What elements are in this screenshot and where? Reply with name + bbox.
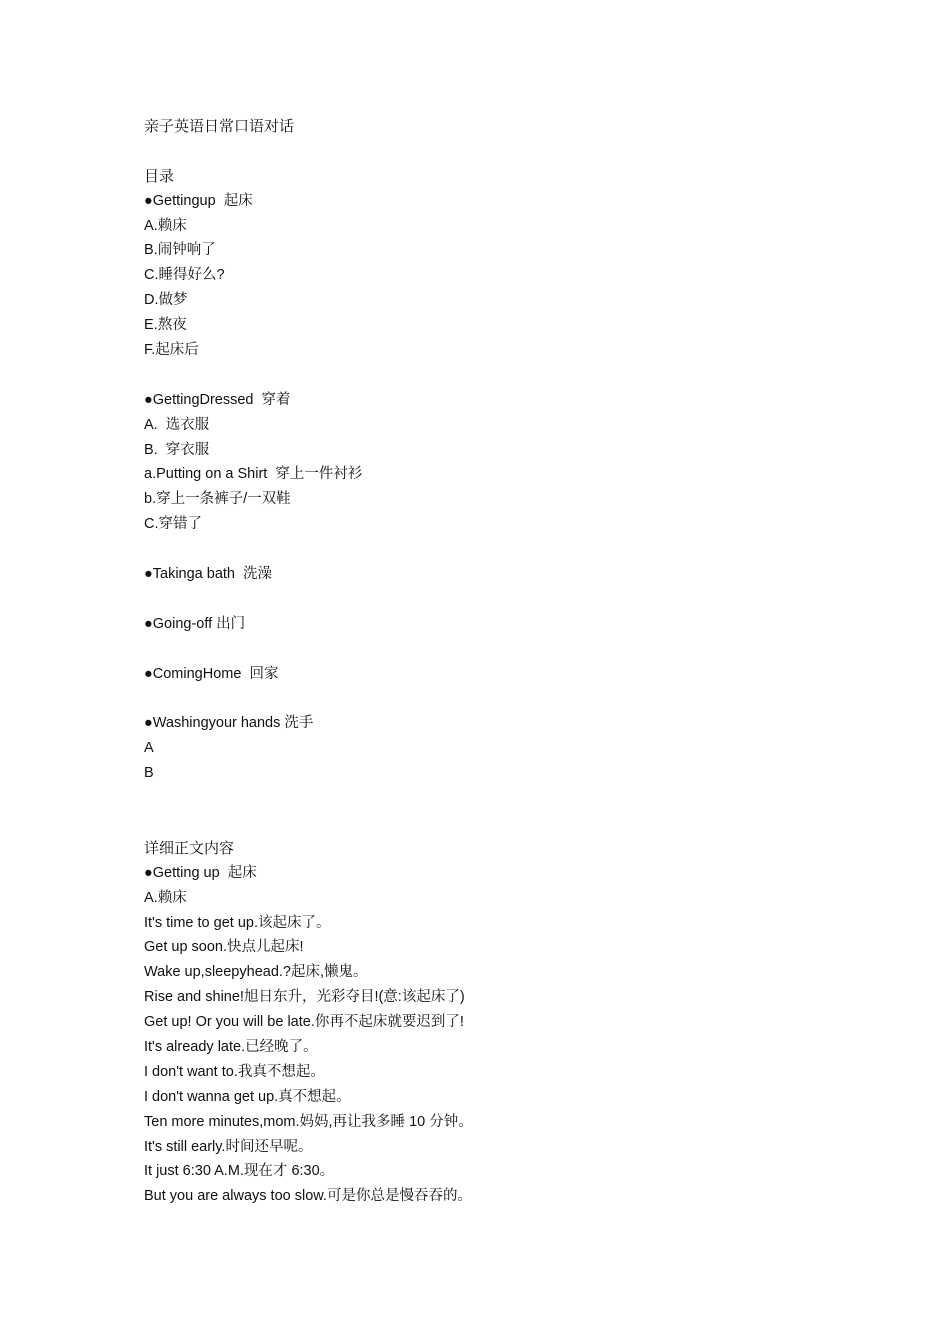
toc-section-heading: ●Gettingup 起床: [144, 192, 253, 209]
spacer: [144, 587, 864, 612]
dialogue-line: I don't want to.我真不想起。: [144, 1063, 325, 1080]
toc-section-heading: ●ComingHome 回家: [144, 665, 279, 682]
toc-section-heading: ●Going-off 出门: [144, 615, 246, 632]
spacer: [144, 637, 864, 662]
toc-item: D.做梦: [144, 292, 188, 309]
toc-item: B.闹钟响了: [144, 242, 216, 259]
body-heading: 详细正文内容: [144, 838, 235, 857]
dialogue-line: But you are always too slow.可是你总是慢吞吞的。: [144, 1188, 472, 1205]
dialogue-line: Rise and shine!旭日东升，光彩夺目!(意:该起床了): [144, 989, 465, 1006]
spacer: [144, 363, 864, 388]
toc-item: E.熬夜: [144, 317, 187, 334]
dialogue-line: It's still early.时间还早呢。: [144, 1138, 313, 1155]
toc-section-heading: ●Takinga bath 洗澡: [144, 566, 273, 583]
toc-item: A: [144, 740, 154, 757]
toc-heading: 目录: [144, 166, 175, 185]
toc-item: b.穿上一条裤子/一双鞋: [144, 491, 291, 508]
dialogue-line: It's time to get up.该起床了。: [144, 914, 331, 931]
dialogue-line: Get up soon.快点儿起床!: [144, 939, 304, 956]
body-section-heading: ●Getting up 起床: [144, 864, 257, 881]
document-title: 亲子英语日常口语对话: [144, 117, 295, 135]
dialogue-line: Wake up,sleepyhead.?起床,懒鬼。: [144, 964, 368, 981]
toc-item: B. 穿衣服: [144, 441, 210, 458]
toc-item: a.Putting on a Shirt 穿上一件衬衫: [144, 466, 363, 483]
spacer: [144, 139, 864, 164]
toc-item: C.穿错了: [144, 516, 202, 533]
toc-section-heading: ●Washingyour hands 洗手: [144, 715, 314, 732]
toc-item: F.起床后: [144, 342, 199, 359]
toc-item: A. 选衣服: [144, 416, 210, 433]
toc-item: B: [144, 765, 154, 782]
dialogue-line: I don't wanna get up.真不想起。: [144, 1088, 351, 1105]
document-page: [144, 114, 864, 1209]
spacer: [144, 537, 864, 562]
body-subsection-heading: A.赖床: [144, 889, 187, 906]
dialogue-line: It just 6:30 A.M.现在才 6:30。: [144, 1163, 335, 1180]
spacer: [144, 686, 864, 711]
toc-item: A.赖床: [144, 217, 187, 234]
toc-item: C.睡得好么?: [144, 267, 225, 284]
spacer: [144, 786, 864, 836]
dialogue-line: Ten more minutes,mom.妈妈,再让我多睡 10 分钟。: [144, 1113, 473, 1130]
toc-section-heading: ●GettingDressed 穿着: [144, 391, 291, 408]
dialogue-line: It's already late.已经晚了。: [144, 1038, 318, 1055]
dialogue-line: Get up! Or you will be late.你再不起床就要迟到了!: [144, 1014, 464, 1031]
